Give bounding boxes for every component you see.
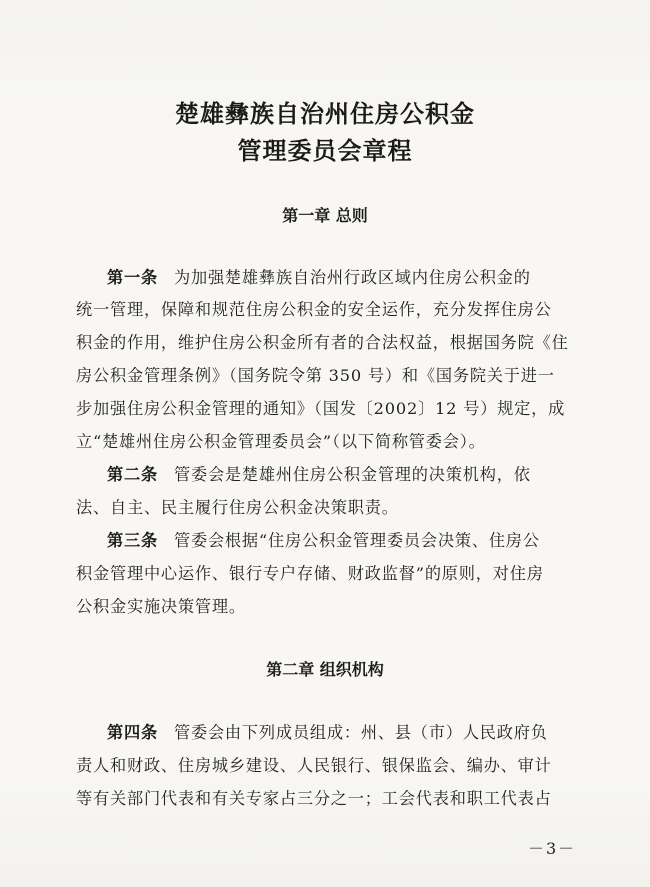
article-2-text-1: 管委会是楚雄州住房公积金管理的决策机构，依 [173,465,531,484]
article-2-label: 第二条 [107,465,158,484]
article-3-line-1 [107,531,580,551]
chapter-heading-2: 第二章 组织机构 [266,660,384,679]
document-title-line-2: 管理委员会章程 [237,137,413,165]
article-1-line-1 [107,268,580,288]
article-4-label: 第四条 [107,723,158,742]
article-4-line-2: 责人和财政、住房城乡建设、人民银行、银保监会、编办、审计 [76,756,552,775]
article-3-label: 第三条 [107,531,158,550]
article-1-line-5: 步加强住房公积金管理的通知》（国发〔2002〕12 号）规定，成 [76,399,566,418]
article-1-line-2: 统一管理，保障和规范住房公积金的安全运作，充分发挥住房公 [76,300,552,319]
article-1-text-1: 为加强楚雄彝族自治州行政区域内住房公积金的 [173,268,531,287]
article-3-line-3: 公积金实施决策管理。 [76,597,246,616]
article-2-line-2: 法、自主、民主履行住房公积金决策职责。 [76,498,399,517]
article-3-text-1: 管委会根据“住房公积金管理委员会决策、住房公 [173,531,540,550]
document-title-line-1: 楚雄彝族自治州住房公积金 [175,100,475,128]
article-1-label: 第一条 [107,268,158,287]
chapter-heading-1: 第一章 总则 [282,206,368,225]
page-number: －3－ [528,839,577,858]
article-4-line-1 [107,723,580,743]
article-4-line-3: 等有关部门代表和有关专家占三分之一；工会代表和职工代表占 [76,789,552,808]
article-3-line-2: 积金管理中心运作、银行专户存储、财政监督”的原则，对住房 [76,564,544,583]
article-1-line-3: 积金的作用，维护住房公积金所有者的合法权益，根据国务院《住 [76,333,569,352]
article-4-text-1: 管委会由下列成员组成：州、县（市）人民政府负 [173,723,548,742]
article-1-line-6: 立“楚雄州住房公积金管理委员会”（以下简称管委会）。 [76,432,486,451]
article-2-line-1 [107,465,580,485]
article-1-line-4: 房公积金管理条例》（国务院令第 350 号）和《国务院关于进一 [76,366,555,385]
